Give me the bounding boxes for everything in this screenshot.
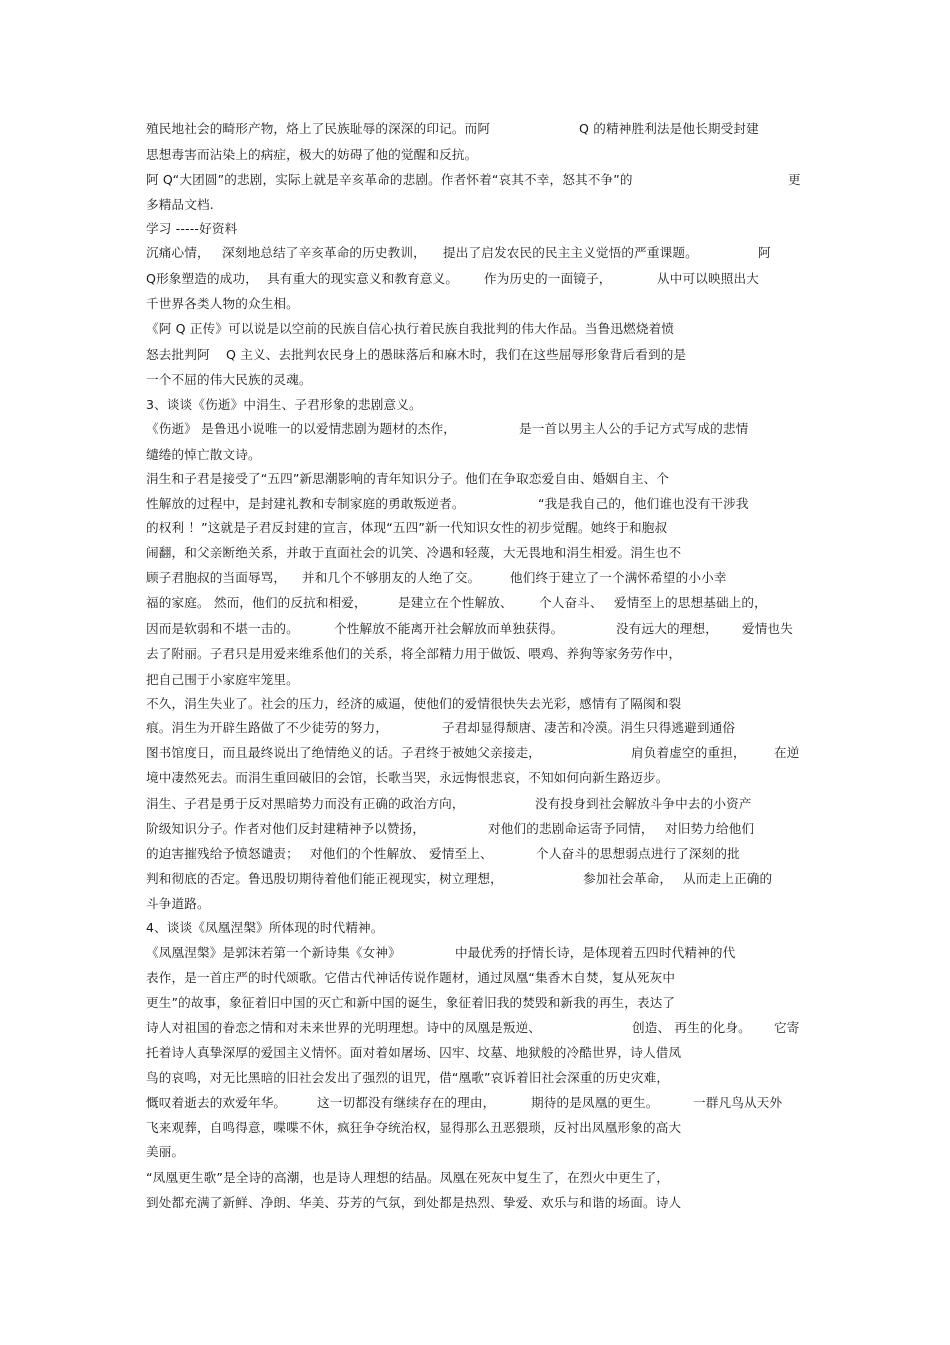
- text-segment: 3、谈谈《伤逝》中涓生、子君形象的悲剧意义。: [146, 397, 422, 412]
- text-segment: 《阿 Q 正传》可以说是以空前的民族自信心执行着民族自我批判的伟大作品。当鲁迅燃烧着愤: [146, 321, 675, 336]
- text-segment: 的权利 ！”这就是子君反封建的宣言，体现“五四”新一代知识女性的初步觉醒。她终于和胞叔: [146, 520, 668, 535]
- text-segment: 是一首以男主人公的手记方式写成的悲情: [519, 421, 749, 436]
- text-segment: 阶级知识分子。: [146, 821, 236, 836]
- text-segment: 个人奋斗的思想弱点进行了深刻的批: [536, 846, 740, 861]
- text-segment: 千世界各类人物的众生相。: [146, 296, 299, 311]
- text-segment: 在逆: [774, 745, 800, 760]
- text-segment: 飞来观葬，自鸣得意，喋喋不休，疯狂争夺统治权，显得那么丑恶猥琐，反衬出凤凰形象的高大: [146, 1120, 682, 1135]
- text-segment: 没有投身到社会解放斗争中去的小资产: [535, 796, 752, 811]
- text-segment: “我是我自己的，他们谁也没有干涉我: [538, 496, 749, 511]
- text-segment: 是建立在个性解放、: [398, 595, 513, 610]
- text-segment: 鸟的哀鸣，对无比黑暗的旧社会发出了强烈的诅咒，借“凰歌”哀诉着旧社会深重的历史灾难，: [146, 1070, 670, 1085]
- text-segment: 慨叹着逝去的欢爱年华。: [146, 1095, 287, 1110]
- text-segment: 他们终于建立了一个满怀希望的小小幸: [510, 570, 727, 585]
- text-segment: 参加社会革命，: [583, 871, 673, 886]
- text-segment: 沉痛心情，: [146, 245, 210, 260]
- text-segment: 从中可以映照出大: [657, 271, 759, 286]
- text-segment: 托着诗人真挚深厚的爱国主义情怀。面对着如屠场、囚牢、坟墓、地狱般的冷酷世界，诗人借凤: [146, 1045, 682, 1060]
- text-segment: 爱情至上的思想基础上的，: [614, 595, 767, 610]
- text-segment: 肩负着虚空的重担，: [631, 745, 746, 760]
- text-segment: 4、谈谈《凤凰涅槃》所体现的时代精神。: [146, 920, 384, 935]
- text-segment: 对他们的个性解放、: [310, 846, 425, 861]
- text-segment: 中最优秀的抒情长诗，是体现着五四时代精神的代: [455, 945, 736, 960]
- text-segment: 涓生、子君是勇于反对黑暗势力而没有正确的政治方向，: [146, 796, 465, 811]
- text-segment: 它寄: [774, 1020, 800, 1035]
- text-segment: 斗争道路。: [146, 896, 210, 911]
- text-segment: 判和彻底的否定。鲁迅殷切期待着他们能正视现实，树立理想，: [146, 871, 503, 886]
- text-segment: 学习 -----好资料: [146, 221, 238, 236]
- text-segment: 福的家庭。 然而，他们的反抗和相爱，: [146, 595, 367, 610]
- text-segment: Q 主义、去批判农民身上的愚昧落后和麻木时，我们在这些屈辱形象背后看到的是: [226, 347, 687, 362]
- text-segment: 图书馆度日，而且最终说出了绝情绝义的话。子君终于被她父亲接走，: [146, 745, 542, 760]
- text-segment: 闹翻，和父亲断绝关系，并敢于直面社会的讥笑、冷遇和轻蔑，大无畏地和涓生相爱。涓生也不: [146, 545, 682, 560]
- text-segment: 个人奋斗、: [539, 595, 603, 610]
- text-segment: 把自己围于小家庭牢笼里。: [146, 672, 299, 687]
- text-segment: 因而是软弱和不堪一击的。: [146, 621, 299, 636]
- text-segment: 多精品文档.: [146, 197, 214, 212]
- text-segment: 深刻地总结了辛亥革命的历史教训，: [222, 245, 426, 260]
- text-segment: 怒去批判阿: [146, 347, 210, 362]
- text-segment: 殖民地社会的畸形产物，烙上了民族耻辱的深深的印记。而阿: [146, 121, 491, 136]
- text-segment: 缱绻的悼亡散文诗。: [146, 447, 261, 462]
- text-segment: 爱情也失: [742, 621, 793, 636]
- text-segment: 不久，涓生失业了。社会的压力，经济的威逼，使他们的爱情很快失去光彩，感情有了隔阂和裂: [146, 696, 682, 711]
- text-segment: 境中凄然死去。而涓生重回破旧的会馆，长歌当哭，永远悔恨悲哀，不知如何向新生路迈步。: [146, 770, 669, 785]
- text-segment: 性解放的过程中，是封建礼教和专制家庭的勇敢叛逆者。: [146, 496, 465, 511]
- text-segment: 提出了启发农民的民主主义觉悟的严重课题。: [443, 245, 698, 260]
- text-segment: 一群凡鸟从天外: [693, 1095, 783, 1110]
- text-segment: 《伤逝》 是鲁迅小说唯一的以爱情悲剧为题材的杰作，: [146, 421, 457, 436]
- text-segment: 创造、 再生的化身。: [632, 1020, 751, 1035]
- text-segment: 到处都充满了新鲜、净朗、华美、芬芳的气氛，到处都是热烈、挚爱、欢乐与和谐的场面。诗人: [146, 1195, 682, 1210]
- text-segment: Q 的精神胜利法是他长期受封建: [579, 121, 759, 136]
- text-segment: 子君却显得颓唐、凄苦和冷漠。涓生只得逃避到通俗: [442, 720, 736, 735]
- text-segment: 阿 Q“大团圆”的悲剧，实际上就是辛亥革命的悲剧。作者怀着“哀其不幸，怒其不争”的: [146, 172, 633, 187]
- text-segment: 涓生和子君是接受了“五四”新思潮影响的青年知识分子。他们在争取恋爱自由、婚姻自主、个: [146, 471, 670, 486]
- text-segment: 痕。涓生为开辟生路做了不少徒劳的努力，: [146, 720, 389, 735]
- text-segment: 更: [788, 172, 801, 187]
- text-segment: 这一切都没有继续存在的理由，: [317, 1095, 496, 1110]
- text-segment: 去了附丽。子君只是用爱来维系他们的关系，将全部精力用于做饭、喂鸡、养狗等家务劳作中，: [146, 646, 682, 661]
- text-segment: 并和几个不够朋友的人绝了交。: [302, 570, 481, 585]
- text-segment: 对他们的悲剧命运寄予同情，: [488, 821, 654, 836]
- text-segment: 顾子君胞叔的当面辱骂，: [146, 570, 287, 585]
- text-segment: 作者对他们反封建精神予以赞扬，: [234, 821, 426, 836]
- text-segment: 表作，是一首庄严的时代颂歌。它借古代神话传说作题材，通过凤凰“集香木自焚，复从死灰中: [146, 970, 676, 985]
- text-segment: 爱情至上、: [429, 846, 493, 861]
- text-segment: 期待的是凤凰的更生。: [531, 1095, 659, 1110]
- text-segment: “凤凰更生歌”是全诗的高潮，也是诗人理想的结晶。凤凰在死灰中复生了，在烈火中更生了，: [146, 1170, 670, 1185]
- text-segment: 具有重大的现实意义和教育意义。: [267, 271, 459, 286]
- text-segment: 个性解放不能离开社会解放而单独获得。: [334, 621, 564, 636]
- text-segment: 美丽。: [146, 1144, 185, 1159]
- text-segment: 没有远大的理想，: [616, 621, 718, 636]
- text-segment: Q形象塑造的成功，: [146, 271, 259, 286]
- text-segment: 作为历史的一面镜子，: [484, 271, 612, 286]
- text-segment: 阿: [758, 245, 771, 260]
- text-segment: 一个不屈的伟大民族的灵魂。: [146, 372, 312, 387]
- text-segment: 《凤凰涅槃》是郭沫若第一个新诗集《女神》: [146, 945, 401, 960]
- text-segment: 诗人对祖国的眷恋之情和对未来世界的光明理想。诗中的凤凰是叛逆、: [146, 1020, 542, 1035]
- text-segment: 思想毒害而沾染上的病症，极大的妨碍了他的觉醒和反抗。: [146, 147, 478, 162]
- text-segment: 更生”的故事，象征着旧中国的灭亡和新中国的诞生，象征着旧我的焚毁和新我的再生，表达了: [146, 995, 676, 1010]
- text-segment: 的迫害摧残给予愤怒谴责；: [146, 846, 299, 861]
- text-segment: 对旧势力给他们: [665, 821, 755, 836]
- text-segment: 从而走上正确的: [683, 871, 773, 886]
